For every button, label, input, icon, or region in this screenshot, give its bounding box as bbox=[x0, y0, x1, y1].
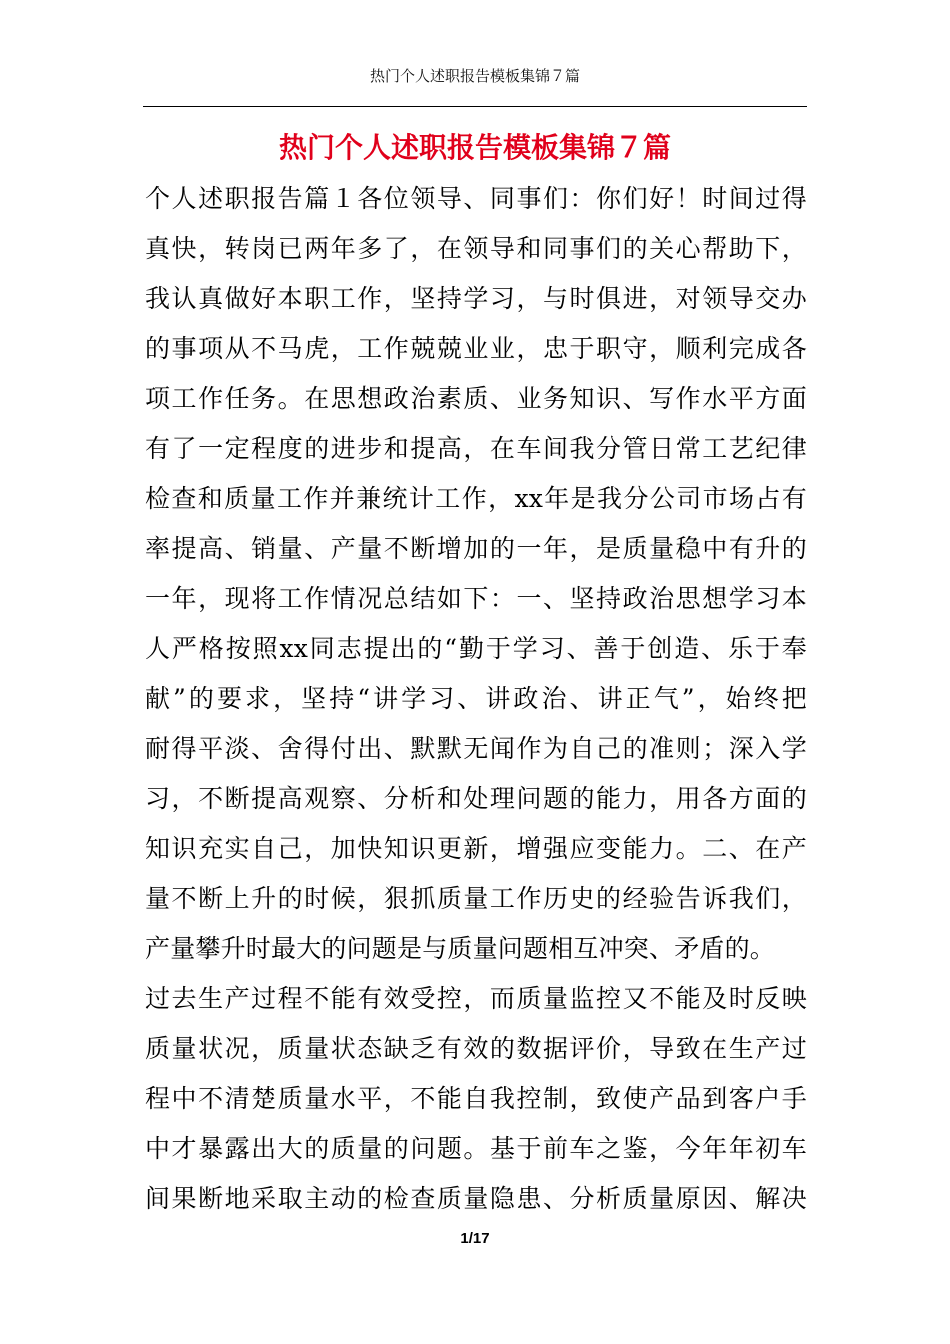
text-line: 产量攀升时最大的问题是与质量问题相互冲突、矛盾的。 bbox=[145, 934, 776, 963]
document-title: 热门个人述职报告模板集锦７篇 bbox=[278, 131, 671, 164]
text-line: 人严格按照xx同志提出的“勤于学习、善于创造、乐于奉 bbox=[145, 634, 807, 663]
text-line: 有了一定程度的进步和提高，在车间我分管日常工艺纪律 bbox=[145, 434, 807, 463]
text-line: 一年，现将工作情况总结如下：一、坚持政治思想学习本 bbox=[145, 584, 807, 613]
text-line: 中才暴露出大的质量的问题。基于前车之鉴，今年年初车 bbox=[145, 1134, 807, 1163]
text-line: 过去生产过程不能有效受控，而质量监控又不能及时反映 bbox=[145, 984, 807, 1013]
running-header: 热门个人述职报告模板集锦７篇 bbox=[369, 67, 580, 85]
text-line: 知识充实自己，加快知识更新，增强应变能力。二、在产 bbox=[145, 834, 807, 863]
text-line: 献”的要求，坚持“讲学习、讲政治、讲正气”，始终把 bbox=[145, 684, 807, 713]
page-number: 1/17 bbox=[460, 1230, 490, 1247]
text-line: 程中不清楚质量水平，不能自我控制，致使产品到客户手 bbox=[145, 1084, 807, 1113]
text-line: 个人述职报告篇１各位领导、同事们：你们好！时间过得 bbox=[145, 184, 807, 213]
text-line: 检查和质量工作并兼统计工作，xx年是我分公司市场占有 bbox=[145, 484, 807, 513]
text-line: 习，不断提高观察、分析和处理问题的能力，用各方面的 bbox=[145, 784, 807, 813]
text-line: 我认真做好本职工作，坚持学习，与时俱进，对领导交办 bbox=[145, 284, 807, 313]
text-line: 质量状况，质量状态缺乏有效的数据评价，导致在生产过 bbox=[145, 1034, 807, 1063]
text-line: 项工作任务。在思想政治素质、业务知识、写作水平方面 bbox=[145, 384, 807, 413]
text-line: 量不断上升的时候，狠抓质量工作历史的经验告诉我们， bbox=[145, 884, 807, 913]
document-body bbox=[145, 174, 807, 1224]
text-line: 的事项从不马虎，工作兢兢业业，忠于职守，顺利完成各 bbox=[145, 334, 807, 363]
text-line: 间果断地采取主动的检查质量隐患、分析质量原因、解决 bbox=[145, 1184, 807, 1213]
text-line: 真快，转岗已两年多了，在领导和同事们的关心帮助下， bbox=[145, 234, 807, 263]
text-line: 率提高、销量、产量不断增加的一年，是质量稳中有升的 bbox=[145, 534, 807, 563]
text-line: 耐得平淡、舍得付出、默默无闻作为自己的准则；深入学 bbox=[145, 734, 807, 763]
header-divider bbox=[143, 106, 807, 107]
